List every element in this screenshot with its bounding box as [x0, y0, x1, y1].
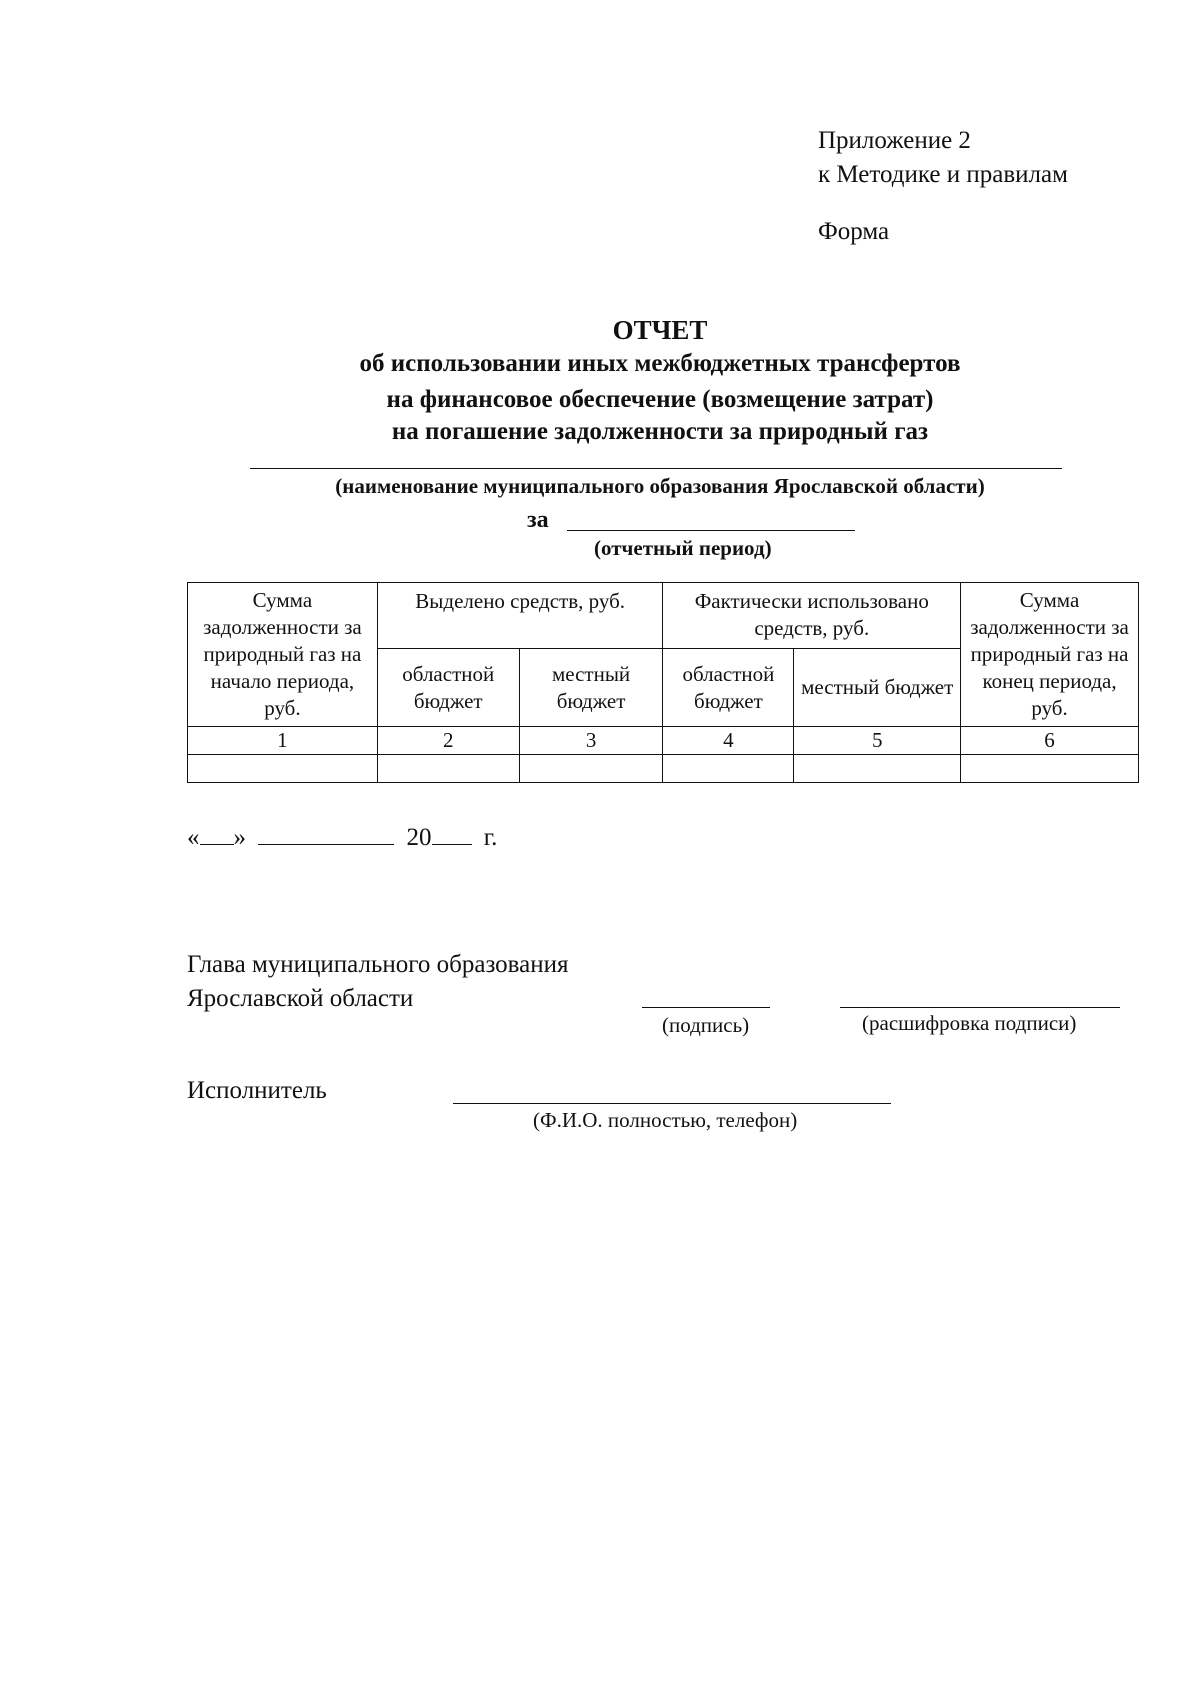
- head-label-line-1: Глава муниципального образования: [187, 951, 569, 978]
- period-prefix: за: [527, 507, 549, 533]
- period-caption: (отчетный период): [594, 536, 772, 560]
- appendix-reference: [818, 124, 1068, 192]
- date-open-quote: «: [187, 824, 200, 851]
- date-close-quote: »: [233, 824, 246, 851]
- subheader-allocated-regional: областной бюджет: [377, 649, 519, 727]
- cell-debt-start[interactable]: [188, 755, 378, 783]
- column-number-6: 6: [961, 727, 1139, 755]
- report-title: ОТЧЕТ: [612, 315, 708, 345]
- signature-decoding-caption: (расшифровка подписи): [862, 1011, 1077, 1035]
- subheader-used-regional: областной бюджет: [663, 649, 794, 727]
- municipality-caption: (наименование муниципального образования Ярославской области): [335, 474, 985, 498]
- year-field[interactable]: [432, 822, 472, 845]
- month-field[interactable]: [258, 822, 394, 845]
- cell-allocated-local[interactable]: [519, 755, 663, 783]
- column-number-5: 5: [794, 727, 961, 755]
- cell-debt-end[interactable]: [961, 755, 1139, 783]
- head-label-line-2: Ярославской области: [187, 985, 414, 1012]
- executor-label: Исполнитель: [187, 1077, 327, 1104]
- reporting-period-field[interactable]: [567, 530, 855, 531]
- year-prefix: 20: [406, 824, 432, 851]
- day-field[interactable]: [200, 822, 234, 845]
- column-number-3: 3: [519, 727, 663, 755]
- municipality-name-field[interactable]: [250, 468, 1062, 469]
- header-debt-start: Сумма задолженности за природный газ на начало периода, руб.: [188, 583, 378, 727]
- executor-caption: (Ф.И.О. полностью, телефон): [533, 1108, 798, 1132]
- column-number-2: 2: [377, 727, 519, 755]
- cell-used-local[interactable]: [794, 755, 961, 783]
- appendix-number: Приложение 2: [818, 127, 971, 154]
- signature-field[interactable]: [642, 1007, 770, 1008]
- appendix-target: к Методике и правилам: [818, 161, 1068, 188]
- subheader-allocated-local: местный бюджет: [519, 649, 663, 727]
- cell-allocated-regional[interactable]: [377, 755, 519, 783]
- data-row: [188, 755, 1139, 783]
- signature-caption: (подпись): [662, 1013, 750, 1037]
- signature-decoding-field[interactable]: [840, 1007, 1120, 1008]
- report-subtitle-line-1: об использовании иных межбюджетных трансфертов: [359, 350, 961, 377]
- column-number-4: 4: [663, 727, 794, 755]
- date-line: [187, 822, 497, 852]
- form-label: Форма: [818, 218, 890, 245]
- report-table: [187, 582, 1139, 783]
- executor-field[interactable]: [453, 1103, 891, 1104]
- column-number-row: [188, 727, 1139, 755]
- report-subtitle-line-2: на финансовое обеспечение (возмещение затрат): [386, 386, 934, 413]
- year-suffix: г.: [483, 824, 498, 851]
- head-of-municipality-label: [187, 948, 569, 1016]
- header-debt-end: Сумма задолженности за природный газ на конец периода, руб.: [961, 583, 1139, 727]
- header-actually-used-funds: Фактически использовано средств, руб.: [663, 583, 961, 649]
- cell-used-regional[interactable]: [663, 755, 794, 783]
- header-allocated-funds: Выделено средств, руб.: [377, 583, 663, 649]
- column-number-1: 1: [188, 727, 378, 755]
- report-subtitle-line-3: на погашение задолженности за природный газ: [391, 418, 929, 445]
- subheader-used-local: местный бюджет: [794, 649, 961, 727]
